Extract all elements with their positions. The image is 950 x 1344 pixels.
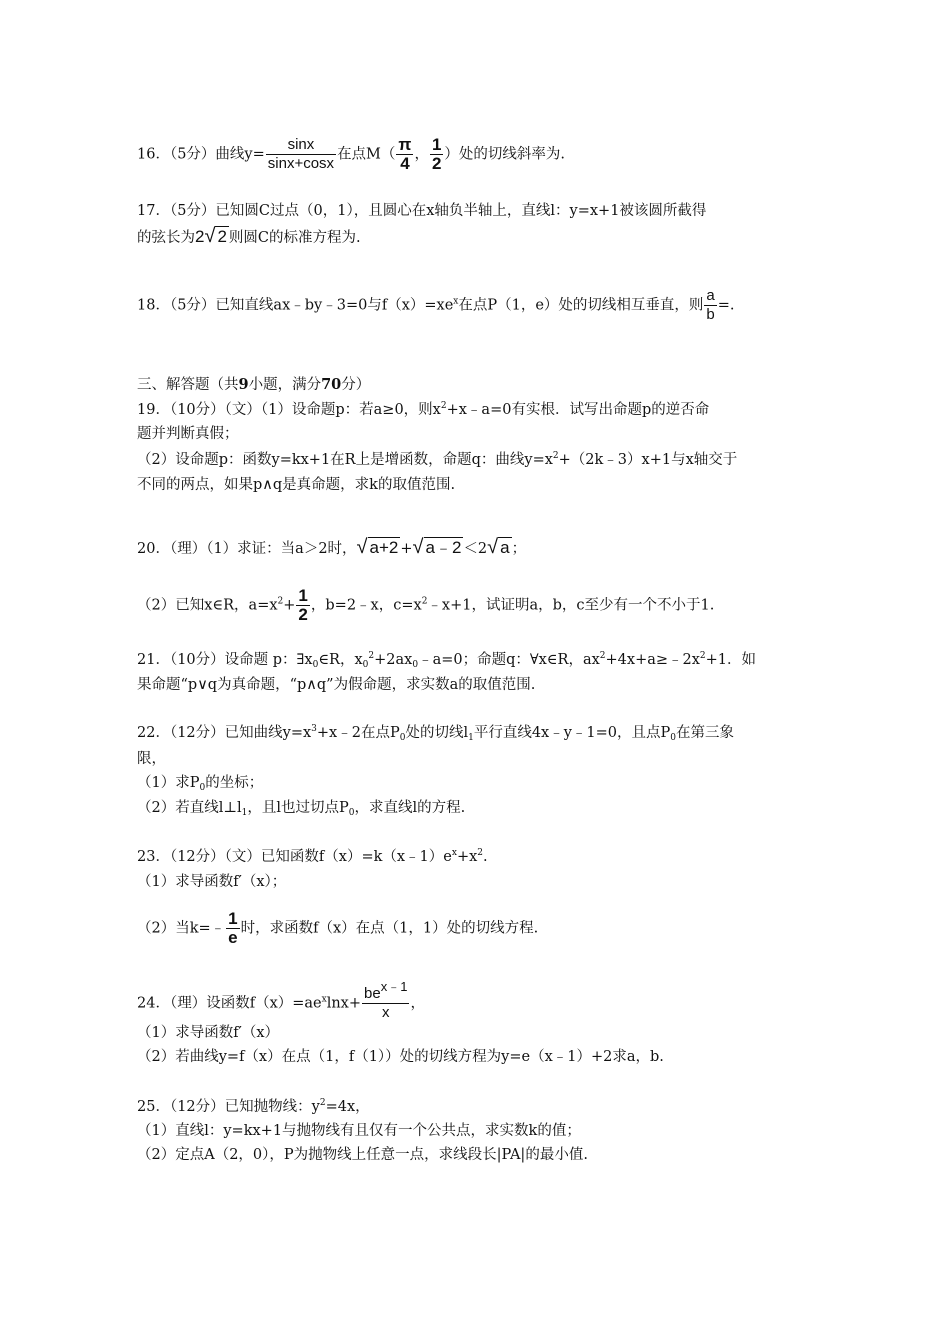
question-19-line3: （2）设命题p：函数y=kx+1在R上是增函数，命题q：曲线$y=x^2+(2k﹣3)x+1$与x轴交于 (137, 451, 738, 468)
question-19-line2: 题并判断真假； (137, 426, 239, 442)
question-18: 18．（5分）已知直线ax﹣by﹣3=0与$f(x)=xe^x$在点P（1，e）处的切线相互垂直，则 $\frac{a}{b}$ =. (137, 287, 735, 323)
question-23-line1: 23．（12分）（文）已知函数$f(x)=k(x﹣1)e^x+x^2$. (137, 848, 488, 865)
question-22-line2: 限， (137, 751, 166, 767)
q16-middle: 在点M（ (337, 146, 396, 163)
question-19-line1: 19．（10分）（文）（1）设命题p：若a≥0，则$x^2+x﹣a=0$有实根．试写出命题p的逆否命 (137, 401, 710, 418)
question-23-line2: （1）求导函数f′（x）； (137, 874, 287, 890)
q17-sqrt: 2√ 2 (195, 225, 227, 247)
q24-fraction: $\frac{be^{x﹣1}}{x}$ (364, 979, 408, 1021)
question-25-line2: （1）直线l：y=kx+1与抛物线有且仅有一个公共点，求实数k的值； (137, 1123, 581, 1139)
q20-half: $\frac{1}{2}$ (298, 586, 308, 624)
section-3-heading: 三、解答题（共9小题，满分70分） (137, 376, 371, 393)
question-25-line1: 25．（12分）已知抛物线：$y^2=4x$， (137, 1098, 370, 1115)
question-24-line2: （1）求导函数f′（x） (137, 1025, 280, 1041)
question-21-line2: 果命题“p∨q为真命题，“p∧q”为假命题，求实数a的取值范围. (137, 677, 536, 693)
question-22-line3: （1）求$P_0$的坐标； (137, 775, 264, 793)
question-24-line1: 24．（理）设函数$f(x)=ae^x\ln x+$ $\frac{be^{x﹣1}}{x}$ ， (137, 979, 425, 1021)
q18-fraction: $\frac{a}{b}$ (706, 287, 715, 323)
q16-suffix: ）处的切线斜率为. (444, 146, 566, 163)
question-24-line3: （2）若曲线y=f（x）在点（1，f（1））处的切线方程为y=e（x﹣1）+2求a，b. (137, 1049, 664, 1065)
question-16: 16．（5分）曲线y= $\frac{\sin x}{\sin x+\cos x}$ 在点M（ $\frac{\pi}{4}$ ， $\frac{1}{2}$ ）处的切线斜率为. (137, 135, 566, 173)
q16-point-y: $\frac{1}{2}$ (431, 135, 442, 173)
question-22-line1: 22．（12分）已知曲线$y=x^3+x﹣2$在点$P_0$处的切线$l_1$平行直线4x﹣y﹣1=0，且点$P_0$在第三象 (137, 724, 735, 743)
q16-fraction: $\frac{\sin x}{\sin x+\cos x}$ (267, 136, 335, 172)
question-19-line4: 不同的两点，如果p∧q是真命题，求k的取值范围. (137, 477, 456, 493)
question-17-line2: 的弦长为2√ 2 则圆C的标准方程为. (137, 225, 361, 247)
question-21-line1: 21．（10分）设命题 p：$\exists x_0\in R$，$x_0^2+2ax_0﹣a=0$；命题q：∀x∈R，$ax^2+4x+a\ge﹣2x^2+1$．如 (137, 651, 757, 670)
question-20-line2: （2）已知x∈R，$a=x^2+$ $\frac{1}{2}$ ，b=2﹣x，$c=x^2﹣x+1$，试证明a，b，c至少有一个不小于1. (137, 586, 715, 624)
question-23-line3: （2）当k=﹣ $\frac{1}{e}$ 时，求函数f（x）在点（1，1）处的切线方程. (137, 909, 539, 947)
question-17-line1: 17．（5分）已知圆C过点（0，1），且圆心在x轴负半轴上，直线l：y=x+1被该圆所截得 (137, 203, 707, 219)
q20-sqrt-1: √ a+2 (356, 536, 399, 558)
question-25-line3: （2）定点A（2，0），P为抛物线上任意一点，求线段长|PA|的最小值. (137, 1147, 588, 1163)
q20-sqrt-2: √ a﹣2 (412, 536, 462, 558)
q16-prefix: 16．（5分）曲线y= (137, 146, 265, 163)
question-20-line1: 20．（理）（1）求证：当a＞2时，√ a+2 +√ a﹣2 ＜2√ a ； (137, 536, 527, 558)
question-22-line4: （2）若直线$l\perp l_1$，且l也过切点$P_0$，求直线l的方程. (137, 800, 466, 818)
q20-sqrt-3: √ a (487, 536, 510, 558)
q16-point-x: $\frac{\pi}{4}$ (398, 135, 412, 173)
q23-fraction: $\frac{1}{e}$ (228, 909, 238, 947)
